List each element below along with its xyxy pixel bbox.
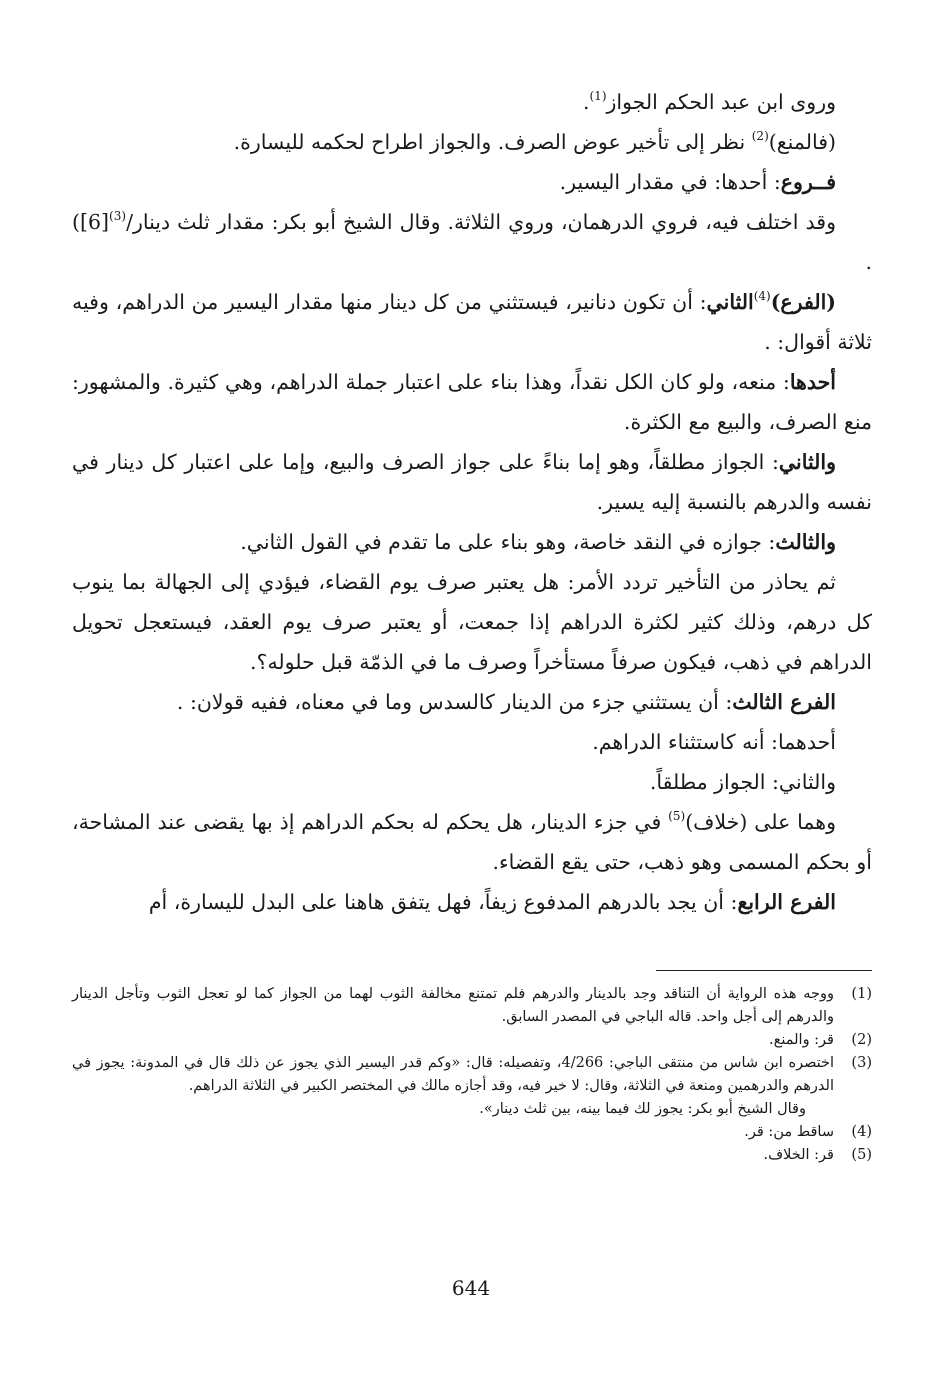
footnote <box>72 1052 872 1098</box>
footnote-ref: (5) <box>668 809 686 823</box>
paragraph-text: : جوازه في النقد خاصة، وهو بناء على ما تقدم في القول الثاني. <box>240 530 776 554</box>
footnote-text: قر: الخلاف. <box>763 1147 834 1163</box>
paragraph <box>72 122 872 162</box>
paragraph-text: ثم يحاذر من التأخير تردد الأمر: هل يعتبر صرف يوم القضاء، فيؤدي إلى الجهالة بما ينوب كل درهم، وذلك كثير لكثرة الدراهم إذا جمعت، أو يعتبر صرف يوم العقد، فيستعجل تحويل الدراهم في ذهب، فيكون صرفاً مستأخراً وصرف ما في الذمّة قبل حلوله؟. <box>72 570 872 674</box>
paragraph-text: : الجواز مطلقاً، وهو إما بناءً على جواز الصرف والبيع، وإما على اعتبار كل دينار في نفسه والدرهم بالنسبة إليه يسير. <box>72 450 872 514</box>
paragraph <box>72 82 872 122</box>
footnote-number: (2) <box>851 1032 872 1048</box>
page-number: 644 <box>451 1276 491 1300</box>
paragraph-text: : أن يجد بالدرهم المدفوع زيفاً، فهل يتفق هاهنا على البدل لليسارة، أم <box>148 890 738 914</box>
footnote-continuation <box>72 1098 872 1121</box>
paragraph-text: والثاني: الجواز مطلقاً. <box>649 770 836 794</box>
heading-label: الثاني <box>706 290 754 314</box>
paragraph-text: نظر إلى تأخير عوض الصرف. والجواز اطراح لحكمه لليسارة. <box>233 130 752 154</box>
paragraph <box>72 762 872 802</box>
paragraph <box>72 522 872 562</box>
paragraph <box>72 442 872 522</box>
paragraph-lead: (فالمنع) <box>768 130 836 154</box>
footnote-number: (4) <box>851 1124 872 1140</box>
footnote <box>72 983 872 1029</box>
footnote-text: وقال الشيخ أبو بكر: يجوز لك فيما بينه، بين ثلث دينار». <box>479 1101 806 1117</box>
paragraph <box>72 562 872 682</box>
footnote-ref: (2) <box>751 129 769 143</box>
footnote <box>72 1029 872 1052</box>
paragraph-text: أحدهما: أنه كاستثناء الدراهم. <box>592 730 836 754</box>
paragraph-text: وروى ابن عبد الحكم الجواز <box>606 90 836 114</box>
footnote-number <box>834 1098 872 1121</box>
footnote-divider <box>656 970 872 971</box>
paragraph-text: في جزء الدينار، هل يحكم له بحكم الدراهم إذ بها يقضى عند المشاحة، أو بحكم المسمى وهو ذهب، حتى يقع القضاء. <box>72 810 872 874</box>
paragraph-text: : أحدها: في مقدار اليسير. <box>559 170 781 194</box>
heading-label: أحدها <box>789 370 836 394</box>
paragraph <box>72 282 872 362</box>
footnote-ref: (3) <box>109 209 127 223</box>
paragraph-tail: . <box>582 90 590 114</box>
footnote-number: (1) <box>851 986 872 1002</box>
footnote-ref: (4) <box>753 289 771 303</box>
main-text <box>72 82 872 922</box>
heading-label: والثاني <box>778 450 836 474</box>
heading-label: والثالث <box>775 530 836 554</box>
paragraph <box>72 722 872 762</box>
paragraph-text: : أن يستثني جزء من الدينار كالسدس وما في معناه، ففيه قولان: . <box>176 690 733 714</box>
heading-label: الفرع الثالث <box>732 690 836 714</box>
paragraph <box>72 682 872 722</box>
heading-label: الفرع الرابع <box>737 890 836 914</box>
footnote-text: ساقط من: قر. <box>744 1124 834 1140</box>
footnote-number: (5) <box>851 1147 872 1163</box>
paragraph-tail: [6]) . <box>72 210 872 274</box>
heading-label: (الفرع) <box>770 290 836 314</box>
paragraph-lead: وهما على (خلاف) <box>685 810 836 834</box>
footnote-text: ووجه هذه الرواية أن التناقد وجد بالدينار والدرهم فلم تمتنع مخالفة الثوب لهما من الجواز كما لو تعجل الثوب وتأجل الدينار والدرهم إلى أجل واحد. قاله الباجي في المصدر السابق. <box>72 986 834 1025</box>
footnote-number: (3) <box>851 1055 872 1071</box>
paragraph-text: وقد اختلف فيه، فروي الدرهمان، وروي الثلاثة. وقال الشيخ أبو بكر: مقدار ثلث دينار/ <box>126 210 836 234</box>
paragraph-text: : أن تكون دنانير، فيستثني من كل دينار منها مقدار اليسير من الدراهم، وفيه ثلاثة أقوال: . <box>72 290 872 354</box>
paragraph <box>72 202 872 282</box>
heading-label: فــروع <box>780 170 836 194</box>
paragraph <box>72 882 872 922</box>
paragraph-text: : منعه، ولو كان الكل نقداً، وهذا بناء على اعتبار جملة الدراهم، وهي كثيرة. والمشهور: منع الصرف، والبيع مع الكثرة. <box>72 370 872 434</box>
paragraph <box>72 162 872 202</box>
footnote <box>72 1144 872 1167</box>
footnote <box>72 1121 872 1144</box>
footnote-text: قر: والمنع. <box>769 1032 834 1048</box>
paragraph <box>72 362 872 442</box>
paragraph <box>72 802 872 882</box>
footnote-text: اختصره ابن شاس من منتقى الباجي: 4/266، وتفصيله: قال: «وكم قدر اليسير الذي يجوز عن ذلك قال في المدونة: يجوز في الدرهم والدرهمين ومنعة في الثلاثة، وقال: لا خير فيه، وقد أجازه مالك في المختصر الكبير في الثلاثة الدراهم. <box>72 1055 835 1094</box>
footnotes <box>72 983 872 1167</box>
footnote-ref: (1) <box>589 89 607 103</box>
